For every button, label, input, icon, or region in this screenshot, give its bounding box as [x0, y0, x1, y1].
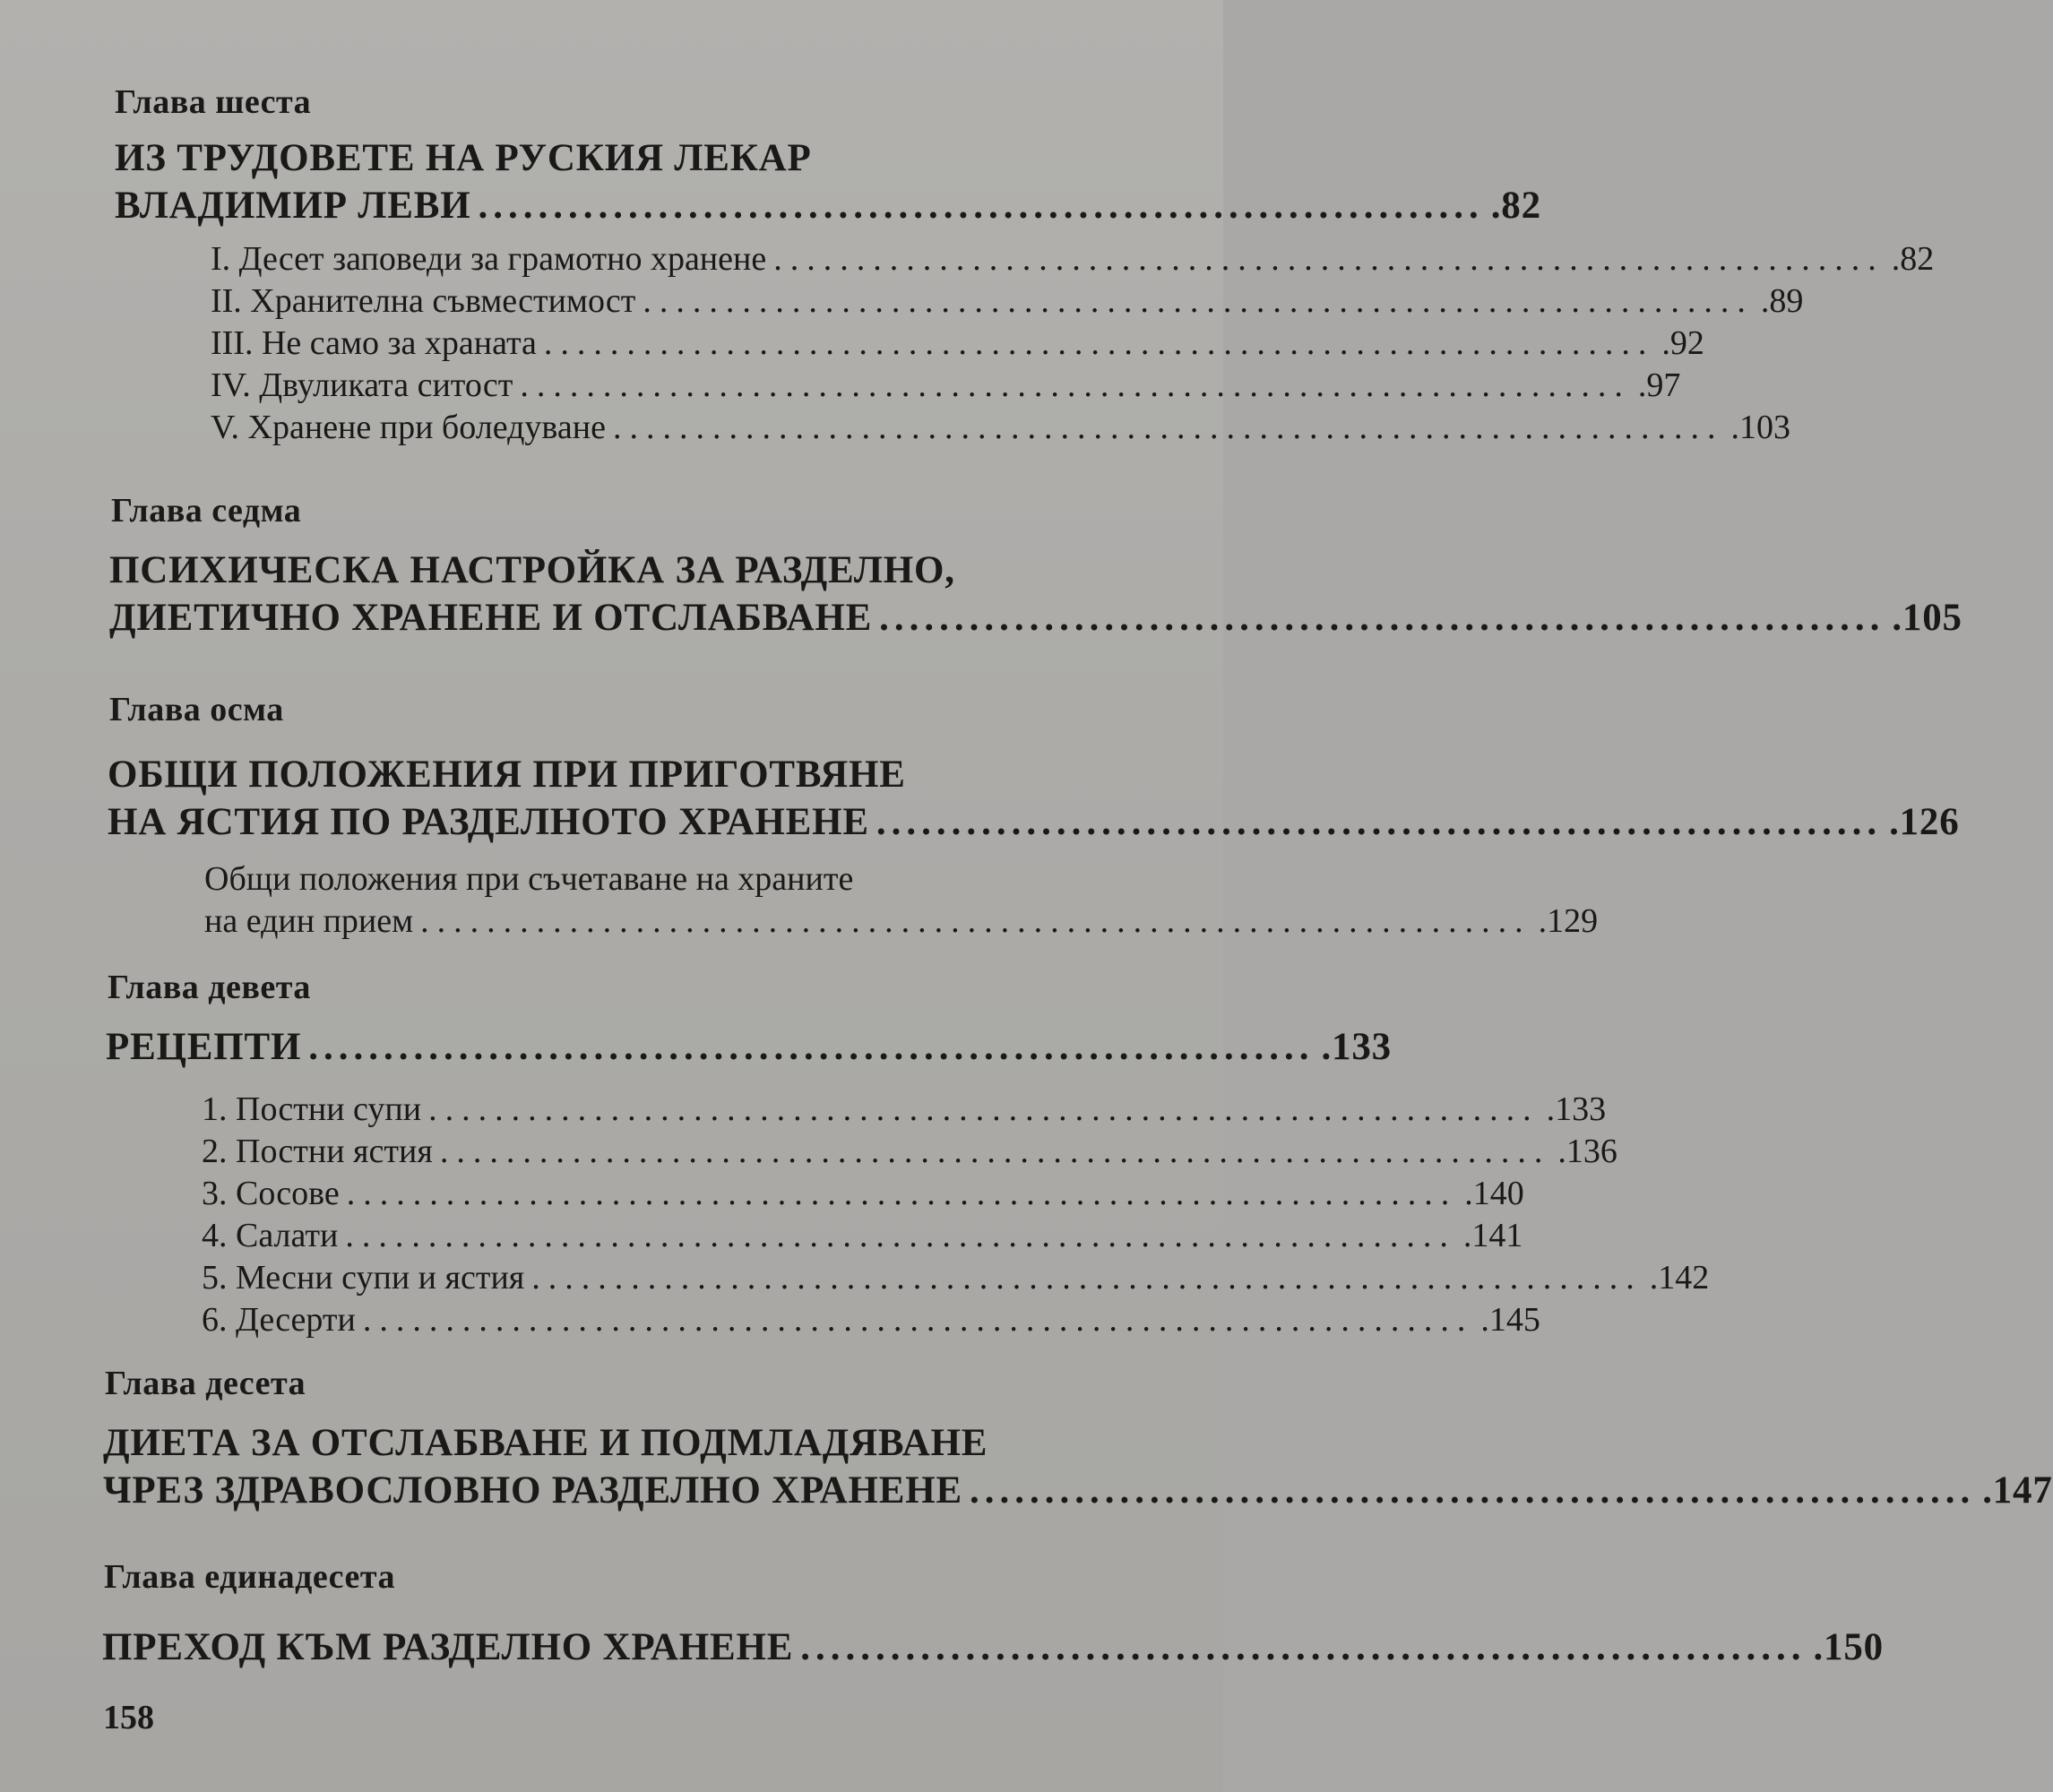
page-ref: .82 — [1891, 240, 1935, 278]
entry-text: 1. Постни супи — [202, 1090, 422, 1128]
title-line: ОБЩИ ПОЛОЖЕНИЯ ПРИ ПРИГОТВЯНЕ — [108, 754, 906, 796]
title-text: ПРЕХОД КЪМ РАЗДЕЛНО ХРАНЕНЕ — [102, 1626, 794, 1668]
page-ref: .142 — [1649, 1259, 1710, 1297]
page-ref: .133 — [1321, 1026, 1392, 1068]
toc-entry — [211, 238, 1935, 280]
entry-text: на един прием — [204, 902, 414, 940]
entry-text: 5. Месни супи и ястия — [202, 1259, 525, 1297]
title-line-last — [102, 1624, 1884, 1671]
title-line: ПСИХИЧЕСКА НАСТРОЙКА ЗА РАЗДЕЛНО, — [109, 549, 955, 591]
entry-text: IV. Двуликата ситост — [211, 366, 513, 404]
toc-entry — [202, 1173, 1524, 1215]
dot-leader: ................................................................... — [420, 902, 1531, 940]
title-text: ВЛАДИМИР ЛЕВИ — [115, 185, 471, 227]
page-ref: .105 — [1892, 597, 1962, 639]
dot-leader: ................................................................... — [543, 324, 1655, 362]
title-line-last — [103, 1467, 2053, 1514]
toc-entry-line: Общи положения при съчетаване на храните — [204, 860, 854, 898]
entry-text: 6. Десерти — [202, 1301, 356, 1339]
chapter-label: Глава десета — [105, 1365, 306, 1402]
dot-leader: ................................................................... — [346, 1175, 1458, 1212]
title-line-last — [109, 594, 1962, 642]
dot-leader: ................................................................... — [800, 1626, 1807, 1668]
entry-text: V. Хранене при боледуване — [211, 409, 606, 446]
title-line-last — [108, 798, 1960, 846]
title-text: РЕЦЕПТИ — [106, 1026, 302, 1068]
entry-text: 3. Сосове — [202, 1175, 340, 1212]
entry-text: 4. Салати — [202, 1217, 339, 1254]
toc-entry — [202, 1215, 1523, 1257]
page-number: 158 — [103, 1699, 154, 1736]
dot-leader: ................................................................... — [345, 1217, 1456, 1254]
chapter-title — [106, 1023, 1392, 1071]
page-ref: .126 — [1889, 801, 1960, 843]
toc-entry — [211, 280, 1804, 323]
toc-entry — [211, 407, 1790, 449]
toc-entry — [211, 323, 1704, 365]
toc-entry — [202, 1131, 1617, 1173]
chapter-label: Глава единадесета — [104, 1558, 395, 1596]
chapter-title — [103, 1419, 2053, 1514]
toc-entry — [202, 1257, 1710, 1299]
toc-entry — [202, 1089, 1607, 1131]
sub-entries — [211, 238, 1935, 449]
dot-leader: ................................................................... — [643, 282, 1754, 320]
dot-leader: ................................................................... — [876, 801, 1883, 843]
title-text: ЧРЕЗ ЗДРАВОСЛОВНО РАЗДЕЛНО ХРАНЕНЕ — [103, 1469, 962, 1512]
dot-leader: ................................................................... — [531, 1259, 1643, 1297]
chapter-title — [102, 1624, 1884, 1671]
dot-leader: ................................................................... — [428, 1090, 1540, 1128]
page-ref: .82 — [1490, 185, 1541, 227]
page-ref: .145 — [1480, 1301, 1540, 1339]
entry-text: II. Хранителна съвместимост — [211, 282, 636, 320]
dot-leader: ................................................................... — [969, 1469, 1976, 1512]
title-text: НА ЯСТИЯ ПО РАЗДЕЛНОТО ХРАНЕНЕ — [108, 801, 869, 843]
chapter-label: Глава девета — [108, 969, 311, 1006]
sub-entries — [204, 858, 1599, 943]
chapter-title — [108, 751, 1960, 846]
page-ref: .89 — [1760, 282, 1804, 320]
page-ref: .136 — [1557, 1133, 1617, 1170]
title-line: ДИЕТА ЗА ОТСЛАБВАНЕ И ПОДМЛАДЯВАНЕ — [103, 1422, 988, 1464]
dot-leader: ................................................................... — [478, 185, 1484, 227]
chapter-title — [115, 134, 1541, 229]
page-ref: .92 — [1661, 324, 1704, 362]
page-ref: .140 — [1464, 1175, 1524, 1212]
toc-entry — [204, 900, 1599, 943]
entry-text: 2. Постни ястия — [202, 1133, 433, 1170]
page-ref: .141 — [1462, 1217, 1523, 1254]
dot-leader: ................................................................... — [308, 1026, 1315, 1068]
toc-entry — [202, 1299, 1540, 1341]
toc-entry — [211, 365, 1681, 407]
page-ref: .147 — [1982, 1469, 2053, 1512]
dot-leader: ................................................................... — [773, 240, 1885, 278]
entry-text: I. Десет заповеди за грамотно хранене — [211, 240, 767, 278]
page-ref: .129 — [1538, 902, 1599, 940]
dot-leader: ................................................................... — [879, 597, 1885, 639]
dot-leader: ................................................................... — [612, 409, 1724, 446]
dot-leader: ................................................................... — [520, 366, 1631, 404]
chapter-label: Глава осма — [109, 691, 284, 728]
title-text: ДИЕТИЧНО ХРАНЕНЕ И ОТСЛАБВАНЕ — [109, 597, 873, 639]
title-line: ИЗ ТРУДОВЕТЕ НА РУСКИЯ ЛЕКАР — [115, 137, 812, 179]
dot-leader: ................................................................... — [439, 1133, 1551, 1170]
title-line-last — [115, 182, 1541, 229]
title-line-last — [106, 1023, 1392, 1071]
dot-leader: ................................................................... — [362, 1301, 1474, 1339]
page-ref: .133 — [1546, 1090, 1607, 1128]
page-ref: .97 — [1637, 366, 1681, 404]
sub-entries — [202, 1089, 1710, 1341]
page-ref: .150 — [1813, 1626, 1884, 1668]
chapter-label: Глава шеста — [115, 83, 312, 121]
page-ref: .103 — [1730, 409, 1790, 446]
chapter-label: Глава седма — [111, 492, 302, 530]
chapter-title — [109, 547, 1962, 642]
entry-text: III. Не само за храната — [211, 324, 537, 362]
